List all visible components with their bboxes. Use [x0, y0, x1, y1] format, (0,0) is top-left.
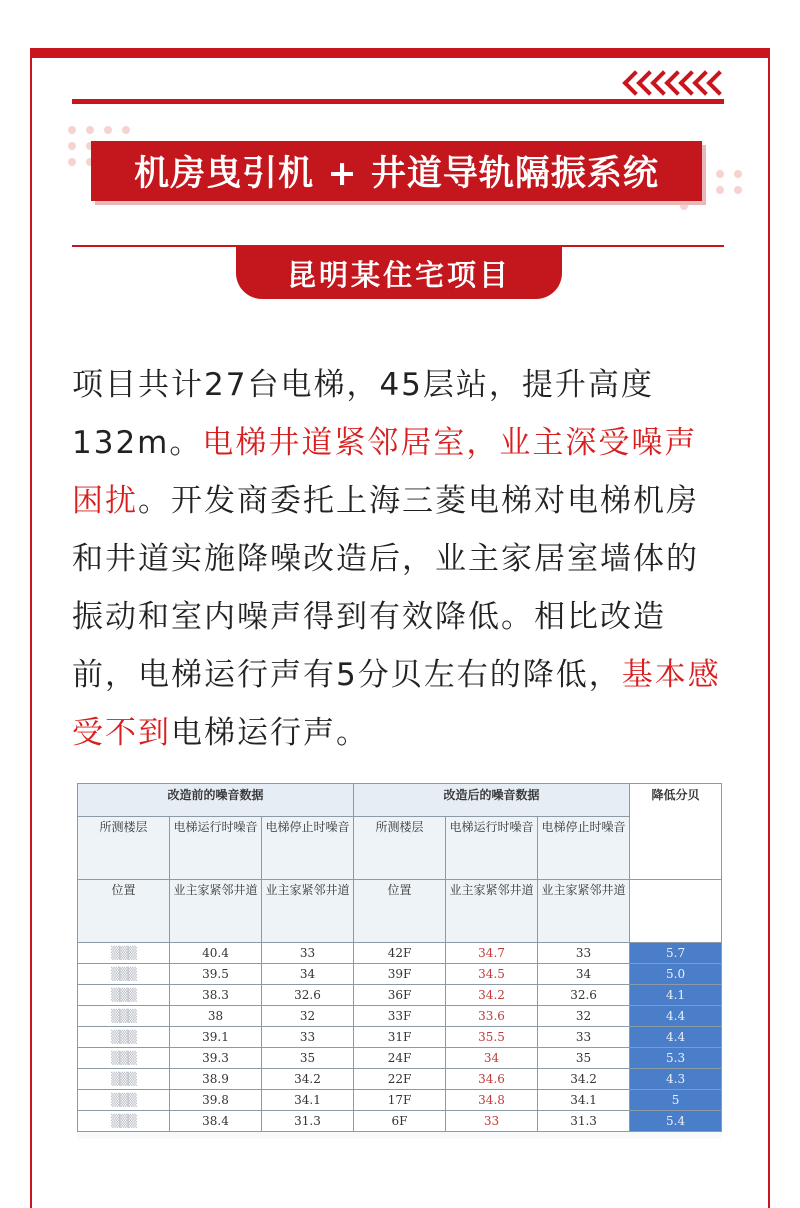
table-cell-reduce: 4.3: [630, 1069, 722, 1090]
table-row: [78, 964, 722, 985]
table-column-header: 所测楼层: [78, 817, 170, 880]
table-cell-stop-before: 34.1: [262, 1090, 354, 1111]
table-cell-stop-after: 32: [538, 1006, 630, 1027]
table-cell-run-before: 38.9: [170, 1069, 262, 1090]
table-cell-run-before: 39.1: [170, 1027, 262, 1048]
table-cell-floor-after: 39F: [354, 964, 446, 985]
table-cell-stop-after: 34.1: [538, 1090, 630, 1111]
table-position-header: 位置: [354, 880, 446, 943]
table-cell-run-after: 34.5: [446, 964, 538, 985]
table-cell-floor-before: ▒▒▒: [78, 985, 170, 1006]
table-cell-floor-after: 33F: [354, 1006, 446, 1027]
table-cell-floor-after: 17F: [354, 1090, 446, 1111]
paragraph-highlight: 电梯井道紧邻居室，业主深受噪声困扰: [72, 425, 698, 519]
table-cell-floor-after: 31F: [354, 1027, 446, 1048]
table-position-header: 业主家紧邻井道: [538, 880, 630, 943]
table-cell-run-after: 34.2: [446, 985, 538, 1006]
table-cell-stop-before: 34.2: [262, 1069, 354, 1090]
table-cell-stop-before: 32: [262, 1006, 354, 1027]
table-cell-stop-before: 32.6: [262, 985, 354, 1006]
table-row: [78, 943, 722, 964]
table-row: [78, 1006, 722, 1027]
paragraph-text: 。开发商委托上海三菱电梯对电梯机房和井道实施降噪改造后，业主家居室墙体的振动和室内噪声得到有效降低。相比改造前，电梯运行声有5分贝左右的降低，: [72, 483, 699, 693]
table-cell-reduce: 4.4: [630, 1006, 722, 1027]
table-row: [78, 1069, 722, 1090]
table-cell-run-before: 39.8: [170, 1090, 262, 1111]
table-cell-floor-after: 36F: [354, 985, 446, 1006]
table-cell-stop-before: 34: [262, 964, 354, 985]
table-cell-floor-before: ▒▒▒: [78, 964, 170, 985]
table-cell-floor-before: ▒▒▒: [78, 1027, 170, 1048]
paragraph-highlight: 基本感受不到: [72, 657, 721, 751]
table-row: [78, 1027, 722, 1048]
top-divider: [72, 99, 724, 104]
paragraph-text: 项目共计27台电梯，45层站，提升高度132m。: [72, 367, 654, 461]
table-cell-floor-before: ▒▒▒: [78, 943, 170, 964]
table-cell-reduce: 5.3: [630, 1048, 722, 1069]
table-cell-floor-after: 24F: [354, 1048, 446, 1069]
table-cell-stop-after: 35: [538, 1048, 630, 1069]
table-cell-stop-after: 32.6: [538, 985, 630, 1006]
section-tab: [236, 247, 562, 299]
table-cell-stop-after: 33: [538, 943, 630, 964]
table-cell-reduce: 5.4: [630, 1111, 722, 1132]
table-cell-stop-after: 33: [538, 1027, 630, 1048]
table-cell-stop-after: 34: [538, 964, 630, 985]
paragraph-text: 电梯运行声。: [171, 715, 369, 751]
table-cell-run-before: 38.3: [170, 985, 262, 1006]
table-cell-stop-after: 34.2: [538, 1069, 630, 1090]
chevron-decoration-icon: [622, 68, 720, 98]
table-cell-reduce: 5.7: [630, 943, 722, 964]
table-cell-stop-before: 31.3: [262, 1111, 354, 1132]
table-column-header: 电梯运行时噪音: [446, 817, 538, 880]
table-cell-stop-before: 35: [262, 1048, 354, 1069]
table-cell-run-after: 35.5: [446, 1027, 538, 1048]
table-cell-run-after: 33.6: [446, 1006, 538, 1027]
table-cell-reduce: 4.4: [630, 1027, 722, 1048]
table-cell-stop-before: 33: [262, 943, 354, 964]
table-cell-run-after: 33: [446, 1111, 538, 1132]
table-cell-stop-after: 31.3: [538, 1111, 630, 1132]
table-cell-floor-before: ▒▒▒: [78, 1069, 170, 1090]
table-row: [78, 1090, 722, 1111]
table-cell-reduce: 5: [630, 1090, 722, 1111]
table-position-header: 业主家紧邻井道: [446, 880, 538, 943]
table-column-header: 电梯停止时噪音: [538, 817, 630, 880]
table-column-header: 所测楼层: [354, 817, 446, 880]
table-group-header-after: 改造后的噪音数据: [354, 784, 630, 817]
table-group-header-reduce: 降低分贝: [630, 784, 722, 880]
table-cell-run-before: 38.4: [170, 1111, 262, 1132]
table-cell-stop-before: 33: [262, 1027, 354, 1048]
table-cell-floor-before: ▒▒▒: [78, 1111, 170, 1132]
table-row: [78, 1048, 722, 1069]
table-cell-floor-after: 6F: [354, 1111, 446, 1132]
table-position-header: 业主家紧邻井道: [170, 880, 262, 943]
table-cell-run-before: 40.4: [170, 943, 262, 964]
table-cell-run-after: 34.7: [446, 943, 538, 964]
table-position-header: 位置: [78, 880, 170, 943]
table-cell-floor-after: 42F: [354, 943, 446, 964]
description-paragraph: [72, 356, 728, 762]
section-subtitle: 昆明某住宅项目: [286, 257, 511, 292]
table-cell-run-before: 38: [170, 1006, 262, 1027]
table-cell-run-after: 34.6: [446, 1069, 538, 1090]
table-cell-reduce: 5.0: [630, 964, 722, 985]
table-cell-floor-before: ▒▒▒: [78, 1006, 170, 1027]
table-cell-run-before: 39.3: [170, 1048, 262, 1069]
table-empty-cell: [630, 880, 722, 943]
page-title: 机房曳引机 + 井道导轨隔振系统: [91, 141, 702, 201]
table-position-header: 业主家紧邻井道: [262, 880, 354, 943]
table-row: [78, 985, 722, 1006]
table-cell-floor-after: 22F: [354, 1069, 446, 1090]
noise-data-table: [77, 783, 721, 1139]
table-column-header: 电梯停止时噪音: [262, 817, 354, 880]
table-row: [78, 1111, 722, 1132]
table-column-header: 电梯运行时噪音: [170, 817, 262, 880]
table-cell-reduce: 4.1: [630, 985, 722, 1006]
table-cell-run-after: 34: [446, 1048, 538, 1069]
table-group-header-before: 改造前的噪音数据: [78, 784, 354, 817]
table-cell-floor-before: ▒▒▒: [78, 1090, 170, 1111]
table-cell-floor-before: ▒▒▒: [78, 1048, 170, 1069]
table-cell-run-before: 39.5: [170, 964, 262, 985]
table-cell-run-after: 34.8: [446, 1090, 538, 1111]
